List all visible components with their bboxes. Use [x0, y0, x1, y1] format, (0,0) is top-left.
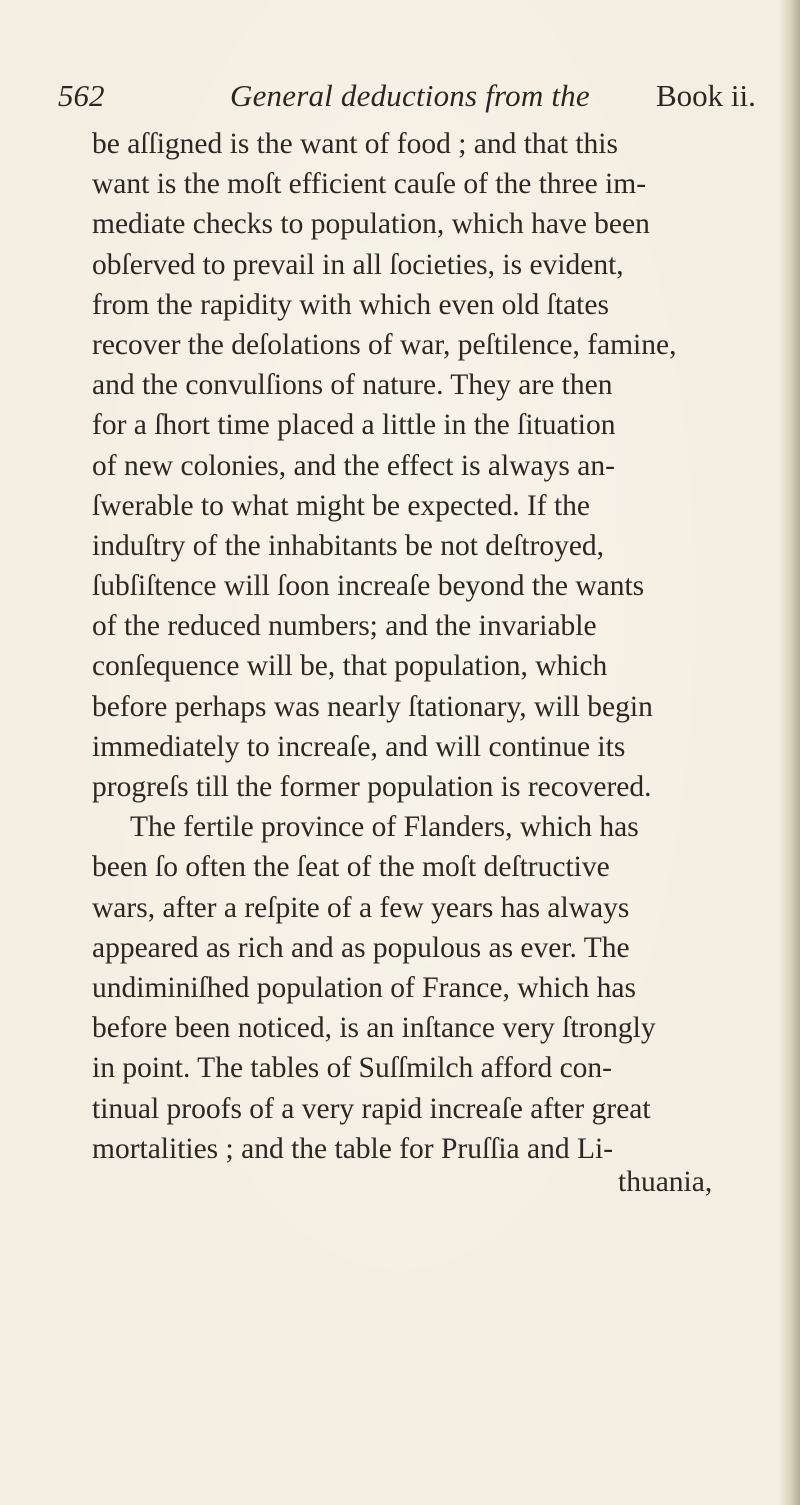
text-line: of new colonies, and the effect is always an- [92, 449, 615, 482]
text-line: of the reduced numbers; and the invariable [92, 610, 597, 643]
text-line: want is the moſt efficient cauſe of the three im- [92, 168, 647, 201]
text-line: induſtry of the inhabitants be not deſtroyed, [92, 529, 605, 562]
text-line: for a ſhort time placed a little in the ſituation [92, 409, 616, 442]
text-line: wars, after a reſpite of a few years has always [92, 891, 630, 924]
text-line: undiminiſhed population of France, which has [92, 971, 637, 1004]
text-line: in point. The tables of Suſſmilch afford con- [92, 1052, 612, 1085]
text-line: ſubſiſtence will ſoon increaſe beyond the wants [92, 570, 645, 603]
text-line: before perhaps was nearly ſtationary, will begin [92, 690, 653, 723]
text-line: obſerved to prevail in all ſocieties, is evident, [92, 248, 624, 281]
text-line: mediate checks to population, which have been [92, 208, 650, 241]
paragraph-start-line: The fertile province of Flanders, which has [130, 811, 639, 844]
text-line: conſequence will be, that population, which [92, 650, 608, 683]
book-reference: Book ii. [656, 78, 756, 113]
catchword: thuania, [618, 1166, 713, 1198]
text-line: from the rapidity with which even old ſtates [92, 288, 609, 321]
running-title: General deductions from the [230, 78, 590, 113]
page-edge-shadow [778, 0, 800, 1505]
text-line: and the convulſions of nature. They are then [92, 369, 613, 402]
text-line: recover the deſolations of war, peſtilence, famine, [92, 328, 677, 361]
text-line: been ſo often the ſeat of the moſt deſtructive [92, 851, 610, 884]
text-line: ſwerable to what might be expected. If the [92, 489, 591, 522]
page-number: 562 [58, 78, 105, 113]
running-header [58, 78, 768, 122]
text-line: appeared as rich and as populous as ever. The [92, 931, 630, 964]
text-line: tinual proofs of a very rapid increaſe after great [92, 1092, 651, 1125]
text-line: mortalities ; and the table for Pruſſia and Li- [92, 1132, 614, 1165]
text-line: immediately to increaſe, and will continue its [92, 730, 626, 763]
body-text [92, 124, 772, 1169]
text-line: be aſſigned is the want of food ; and that this [92, 128, 618, 160]
text-line: before been noticed, is an inſtance very ſtrongly [92, 1012, 656, 1045]
text-line: progreſs till the former population is recovered. [92, 771, 652, 803]
